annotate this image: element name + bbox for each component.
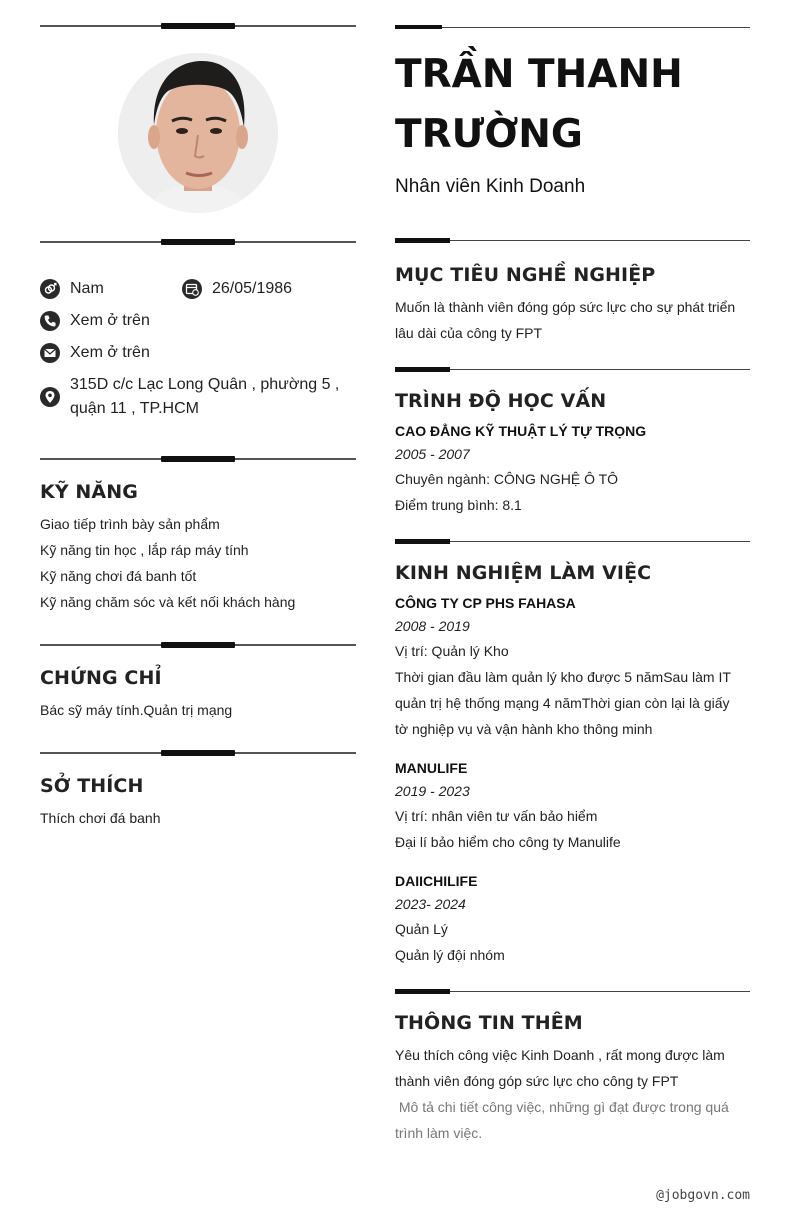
email-value: Xem ở trên [70, 344, 150, 361]
section-divider [395, 537, 750, 547]
name-line-2: TRƯỜNG [395, 112, 583, 157]
objective-title: MỤC TIÊU NGHỀ NGHIỆP [395, 264, 656, 286]
objective-line: lâu dài của công ty FPT [395, 325, 543, 341]
phone-icon [40, 311, 60, 331]
email-row [40, 342, 356, 364]
job-description: quản trị hệ thống mạng 4 nămThời gian còn lại là giấy [395, 695, 730, 711]
calendar-icon [182, 279, 202, 299]
additional-placeholder: Mô tả chi tiết công việc, những gì đạt được trong quá [395, 1099, 729, 1115]
phone-value: Xem ở trên [70, 312, 150, 329]
certificates-text: Bác sỹ máy tính.Quản trị mạng [40, 702, 233, 718]
address-line-2: quận 11 , TP.HCM [70, 400, 199, 417]
address-row [40, 374, 356, 422]
section-divider [395, 23, 750, 33]
phone-row [40, 310, 356, 332]
hobbies-title: SỞ THÍCH [40, 775, 144, 797]
education-major: Chuyên ngành: CÔNG NGHỆ Ô TÔ [395, 471, 619, 487]
skill-item: Kỹ năng tin học , lắp ráp máy tính [40, 542, 249, 558]
skills-title: KỸ NĂNG [40, 481, 138, 503]
name-line-1: TRẦN THANH [395, 52, 683, 97]
section-divider [395, 365, 750, 375]
skill-item: Kỹ năng chăm sóc và kết nối khách hàng [40, 594, 296, 610]
job-position: Vị trí: nhân viên tư vấn bảo hiểm [395, 808, 598, 824]
watermark: @jobgovn.com [656, 1188, 750, 1203]
education-period: 2005 - 2007 [395, 446, 470, 462]
education-gpa: Điểm trung bình: 8.1 [395, 497, 522, 513]
map-pin-icon [40, 387, 60, 407]
job-description: Đại lí bảo hiểm cho công ty Manulife [395, 834, 621, 850]
additional-line: Yêu thích công việc Kinh Doanh , rất mong được làm [395, 1047, 725, 1063]
section-divider [40, 453, 356, 465]
hobbies-text: Thích chơi đá banh [40, 810, 161, 826]
job-period: 2008 - 2019 [395, 618, 470, 634]
gender-icon [40, 279, 60, 299]
education-title: TRÌNH ĐỘ HỌC VẤN [395, 390, 607, 412]
skill-item: Kỹ năng chơi đá banh tốt [40, 568, 197, 584]
section-divider [40, 20, 356, 32]
job-company: CÔNG TY CP PHS FAHASA [395, 595, 576, 611]
job-period: 2019 - 2023 [395, 783, 470, 799]
experience-title: KINH NGHIỆM LÀM VIỆC [395, 562, 652, 584]
job-company: DAIICHILIFE [395, 873, 478, 889]
section-divider [395, 987, 750, 997]
section-divider [40, 747, 356, 759]
job-period: 2023- 2024 [395, 896, 466, 912]
job-description: tờ nghiệp vụ và vận hành kho thông minh [395, 721, 653, 737]
additional-line: thành viên đóng góp sức lực cho công ty FPT [395, 1073, 679, 1089]
dob-value: 26/05/1986 [212, 280, 293, 297]
gender-row [40, 278, 180, 300]
job-company: MANULIFE [395, 760, 468, 776]
certificates-title: CHỨNG CHỈ [40, 667, 162, 689]
birthday-row [182, 278, 356, 300]
objective-line: Muốn là thành viên đóng góp sức lực cho sự phát triển [395, 299, 736, 315]
envelope-icon [40, 343, 60, 363]
avatar [118, 53, 278, 213]
job-position: Quản Lý [395, 921, 448, 937]
profile-photo [118, 53, 278, 213]
section-divider [395, 236, 750, 246]
skill-item: Giao tiếp trình bày sản phẩm [40, 516, 220, 532]
job-title: Nhân viên Kinh Doanh [395, 176, 586, 197]
job-position: Vị trí: Quản lý Kho [395, 643, 509, 659]
gender-value: Nam [70, 280, 104, 297]
school-name: CAO ĐẲNG KỸ THUẬT LÝ TỰ TRỌNG [395, 423, 647, 439]
additional-title: THÔNG TIN THÊM [395, 1012, 583, 1034]
additional-placeholder: trình làm việc. [395, 1125, 483, 1141]
job-description: Quản lý đội nhóm [395, 947, 505, 963]
section-divider [40, 236, 356, 248]
job-description: Thời gian đầu làm quản lý kho được 5 nămSau làm IT [395, 669, 731, 685]
section-divider [40, 639, 356, 651]
address-line-1: 315D c/c Lạc Long Quân , phường 5 , [70, 376, 340, 393]
